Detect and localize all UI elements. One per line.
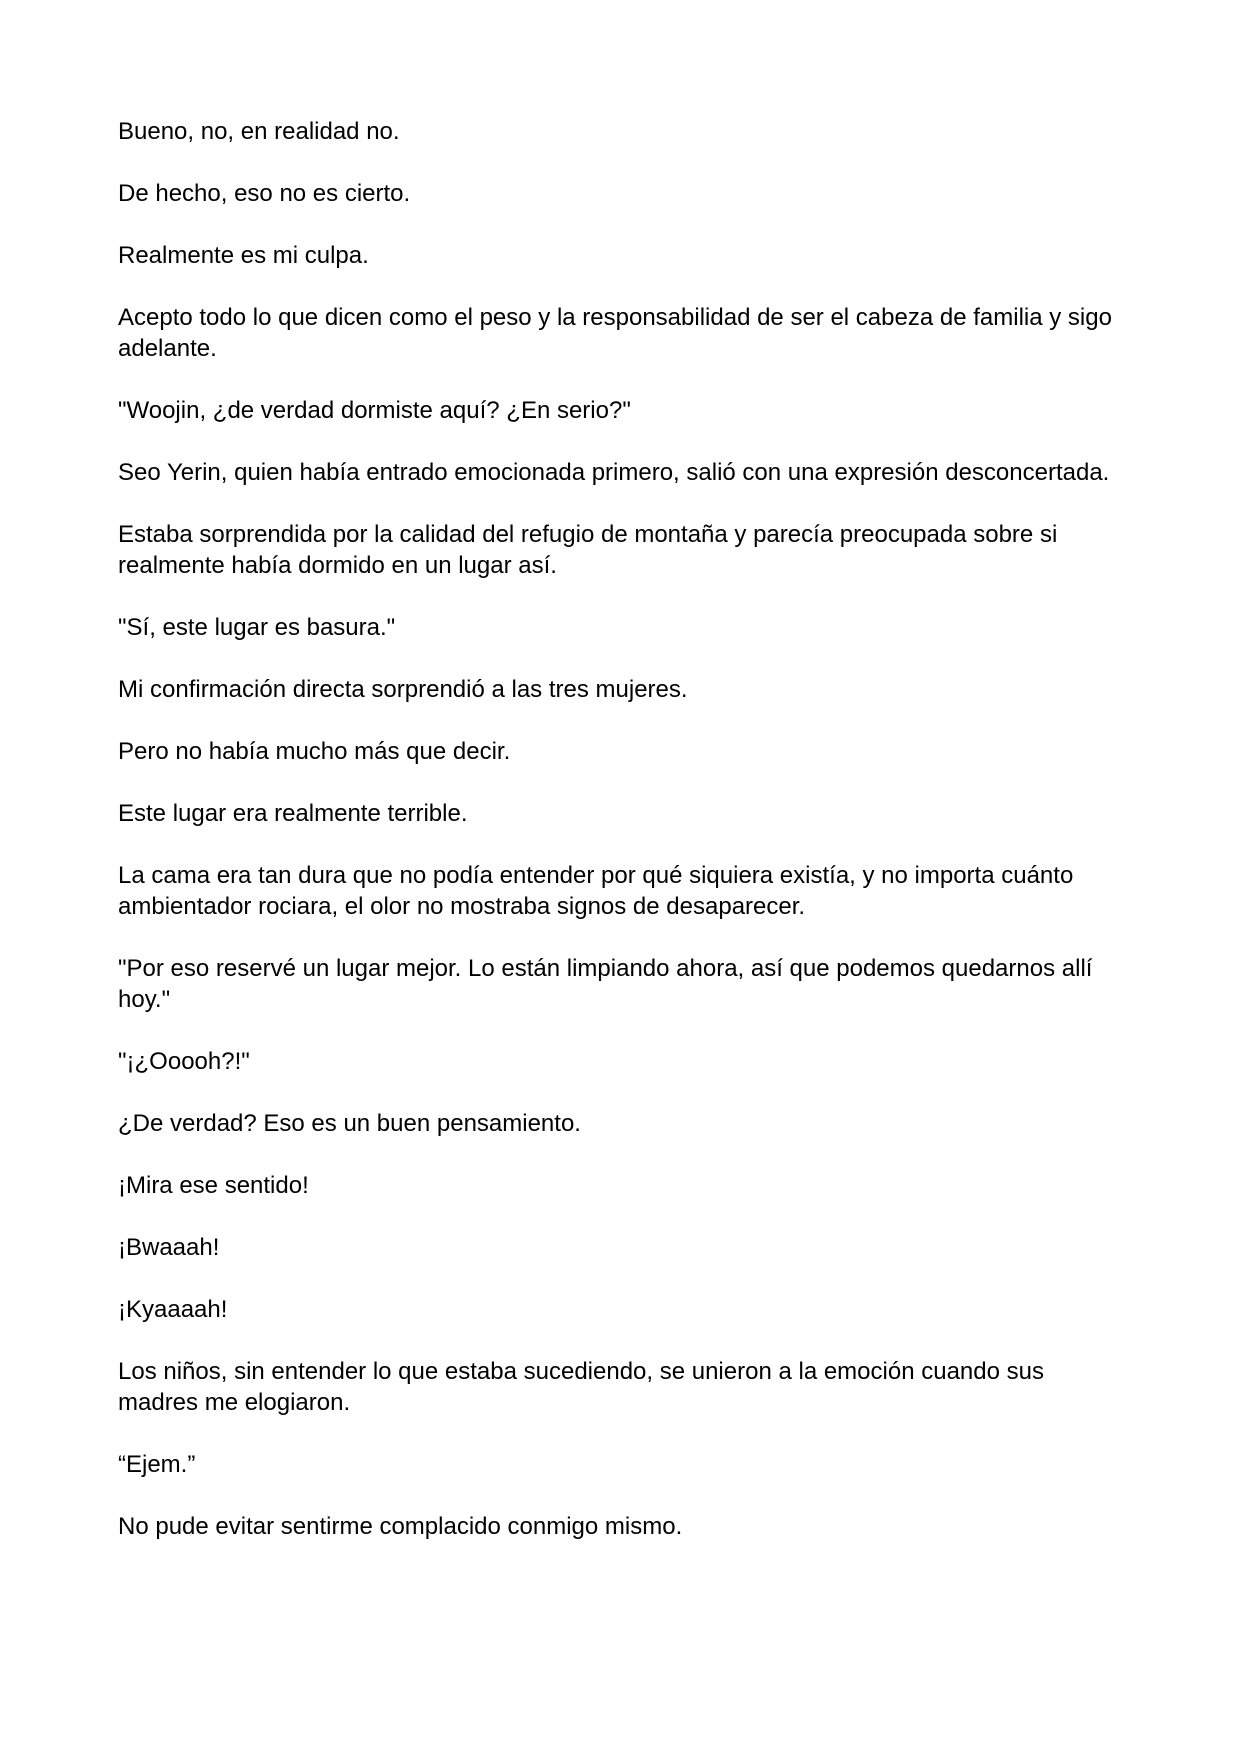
- paragraph: ¡Mira ese sentido!: [118, 1172, 309, 1199]
- paragraph: La cama era tan dura que no podía entender por qué siquiera existía, y no importa cuánto ambientador rociara, el olor no mostraba signos de desaparecer.: [118, 862, 1074, 920]
- paragraph: "Sí, este lugar es basura.": [118, 614, 396, 641]
- paragraph: Mi confirmación directa sorprendió a las tres mujeres.: [118, 676, 688, 703]
- paragraph: ¡Bwaaah!: [118, 1234, 220, 1261]
- paragraph: Pero no había mucho más que decir.: [118, 738, 511, 765]
- paragraph: "Por eso reservé un lugar mejor. Lo están limpiando ahora, así que podemos quedarnos allí hoy.": [118, 955, 1093, 1013]
- paragraph: "¡¿Ooooh?!": [118, 1048, 250, 1075]
- paragraph: Estaba sorprendida por la calidad del refugio de montaña y parecía preocupada sobre si realmente había dormido en un lugar así.: [118, 521, 1058, 579]
- paragraph: Los niños, sin entender lo que estaba sucediendo, se unieron a la emoción cuando sus madres me elogiaron.: [118, 1358, 1044, 1416]
- paragraph: “Ejem.”: [118, 1451, 196, 1478]
- paragraph: Seo Yerin, quien había entrado emocionada primero, salió con una expresión desconcertada.: [118, 459, 1110, 486]
- paragraph: "Woojin, ¿de verdad dormiste aquí? ¿En serio?": [118, 397, 631, 424]
- paragraph: ¿De verdad? Eso es un buen pensamiento.: [118, 1110, 581, 1137]
- paragraph: De hecho, eso no es cierto.: [118, 180, 411, 207]
- paragraph: Realmente es mi culpa.: [118, 242, 369, 269]
- paragraph: Acepto todo lo que dicen como el peso y la responsabilidad de ser el cabeza de familia y sigo adelante.: [118, 304, 1112, 362]
- paragraph: Bueno, no, en realidad no.: [118, 118, 400, 145]
- paragraph: No pude evitar sentirme complacido conmigo mismo.: [118, 1513, 683, 1540]
- paragraph: Este lugar era realmente terrible.: [118, 800, 468, 827]
- paragraph: ¡Kyaaaah!: [118, 1296, 228, 1323]
- document-body: [118, 116, 1128, 1573]
